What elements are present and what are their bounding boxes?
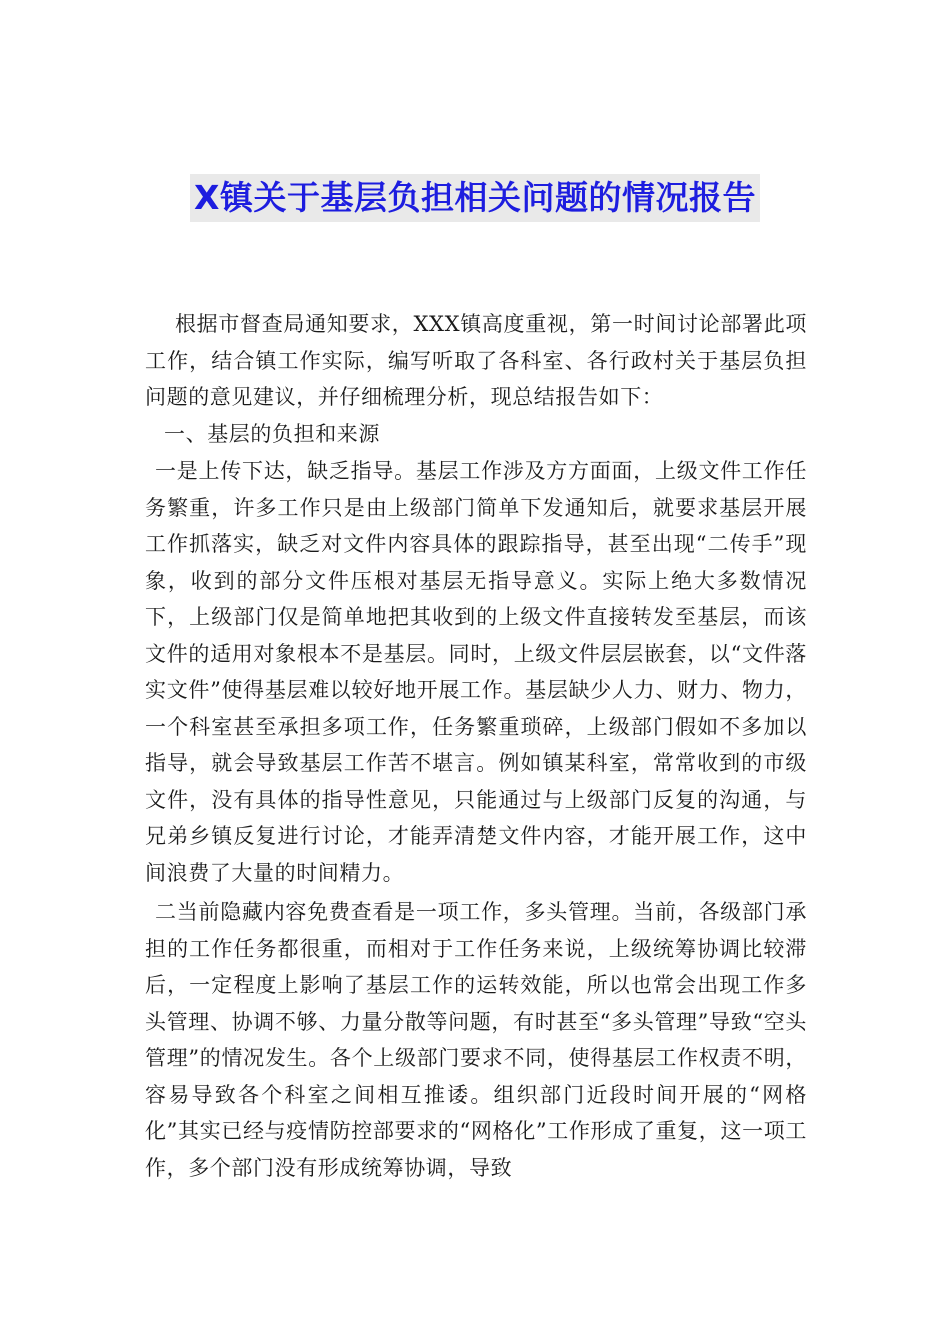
body-paragraph-1: 一是上传下达，缺乏指导。基层工作涉及方方面面，上级文件工作任务繁重，许多工作只是由上级部门简单下发通知后，就要求基层开展工作抓落实，缺乏对文件内容具体的跟踪指导，甚至出现“二传手”现象，收到的部分文件压根对基层无指导意义。实际上绝大多数情况下，上级部门仅是简单地把其收到的上级文件直接转发至基层，而该文件的适用对象根本不是基层。同时，上级文件层层嵌套，以“文件落实文件”使得基层难以较好地开展工作。基层缺少人力、财力、物力，一个科室甚至承担多项工作，任务繁重琐碎，上级部门假如不多加以指导，就会导致基层工作苦不堪言。例如镇某科室，常常收到的市级文件，没有具体的指导性意见，只能通过与上级部门反复的沟通，与兄弟乡镇反复进行讨论，才能弄清楚文件内容，才能开展工作，这中间浪费了大量的时间精力。 [145, 459, 807, 885]
section-heading: 一、基层的负担和来源 [164, 421, 380, 446]
title-container [0, 174, 950, 222]
body-paragraph-2: 二当前隐藏内容免费查看是一项工作，多头管理。当前，各级部门承担的工作任务都很重，而相对于工作任务来说，上级统筹协调比较滞后，一定程度上影响了基层工作的运转效能，所以也常会出现工作多头管理、协调不够、力量分散等问题，有时甚至“多头管理”导致“空头管理”的情况发生。各个上级部门要求不同，使得基层工作权责不明，容易导致各个科室之间相互推诿。组织部门近段时间开展的“网格化”其实已经与疫情防控部要求的“网格化”工作形成了重复，这一项工作，多个部门没有形成统筹协调，导致 [145, 900, 807, 1180]
document-body [145, 306, 807, 1186]
document-title: X镇关于基层负担相关问题的情况报告 [190, 174, 760, 222]
intro-paragraph: 根据市督查局通知要求，XXX镇高度重视，第一时间讨论部署此项工作，结合镇工作实际，编写听取了各科室、各行政村关于基层负担问题的意见建议，并仔细梳理分析，现总结报告如下： [145, 312, 807, 409]
